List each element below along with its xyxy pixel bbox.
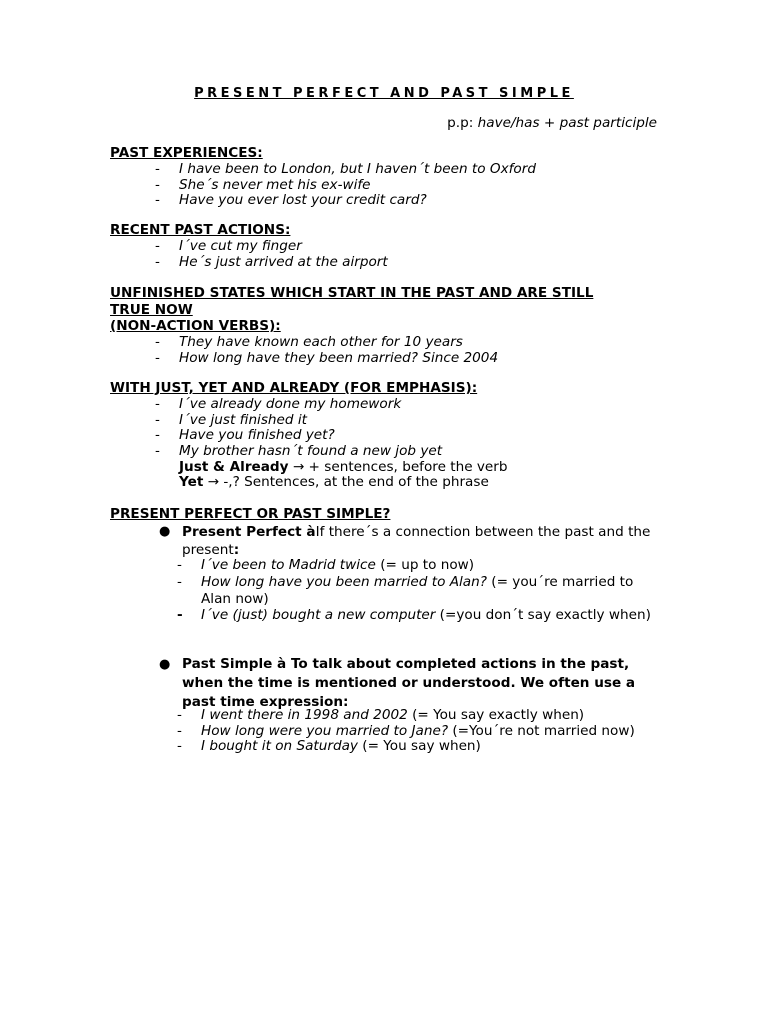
bullet-icon: ● [159, 524, 171, 539]
present-perfect-label: Present Perfect à [182, 524, 316, 540]
list-item: - They have known each other for 10 years [155, 334, 463, 350]
list-present-perfect-examples [177, 557, 667, 624]
pp-formula: have/has + past participle [477, 115, 657, 131]
list-item: - How long have you been married to Alan? (= you´re married to Alan now) [177, 573, 634, 607]
list-past-experiences [155, 162, 536, 209]
list-item: - She´s never met his ex-wife [155, 176, 371, 193]
bullet-past-simple [159, 655, 659, 712]
heading-just-yet-already: WITH JUST, YET AND ALREADY (FOR EMPHASIS): [110, 380, 478, 396]
bullet-present-perfect: ● Present Perfect àIf there´s a connection between the past and the present: [159, 524, 651, 558]
list-item: - I have been to London, but I haven´t been to Oxford [155, 161, 536, 177]
list-recent-past-actions [155, 239, 388, 270]
list-item: - How long have they been married? Since 2004 [155, 349, 499, 366]
list-item: - I went there in 1998 and 2002 (= You say exactly when) [177, 707, 585, 723]
list-item: - I´ve (just) bought a new computer (=you don´t say exactly when) [177, 607, 651, 624]
rule-just-already: Just & Already → + sentences, before the verb [179, 459, 508, 475]
list-item: - He´s just arrived at the airport [155, 253, 388, 270]
list-unfinished-states [155, 335, 498, 366]
list-past-simple-examples [177, 708, 667, 755]
pp-prefix: p.p: [447, 115, 478, 131]
document-title: PRESENT PERFECT AND PAST SIMPLE [194, 86, 574, 101]
list-item: - My brother hasn´t found a new job yet [155, 443, 443, 460]
heading-unfinished-states: UNFINISHED STATES WHICH START IN THE PAST AND ARE STILL [110, 285, 594, 301]
list-item: - I´ve cut my finger [155, 238, 302, 254]
bullet-icon: ● [159, 657, 171, 672]
list-just-yet-already [155, 397, 442, 460]
rule-yet: Yet → -,? Sentences, at the end of the phrase [179, 474, 489, 490]
heading-past-experiences: PAST EXPERIENCES: [110, 145, 263, 161]
list-item: - Have you finished yet? [155, 427, 335, 444]
list-item: - I´ve just finished it [155, 411, 307, 428]
list-item: - I´ve been to Madrid twice (= up to now) [177, 557, 475, 573]
list-item: - I bought it on Saturday (= You say when) [177, 738, 481, 755]
heading-non-action-verbs: (NON-ACTION VERBS): [110, 318, 281, 334]
heading-recent-past-actions: RECENT PAST ACTIONS: [110, 222, 291, 238]
past-simple-text: Past Simple à To talk about completed actions in the past, when the time is mentioned or understood. We often use a past time expression: [182, 656, 636, 710]
list-item: - How long were you married to Jane? (=You´re not married now) [177, 722, 635, 739]
list-item: - Have you ever lost your credit card? [155, 192, 427, 209]
pp-formula-line [447, 116, 657, 132]
heading-present-perfect-or-past-simple: PRESENT PERFECT OR PAST SIMPLE? [110, 506, 391, 522]
heading-unfinished-states-line2: TRUE NOW [110, 302, 193, 318]
list-item: - I´ve already done my homework [155, 396, 402, 412]
